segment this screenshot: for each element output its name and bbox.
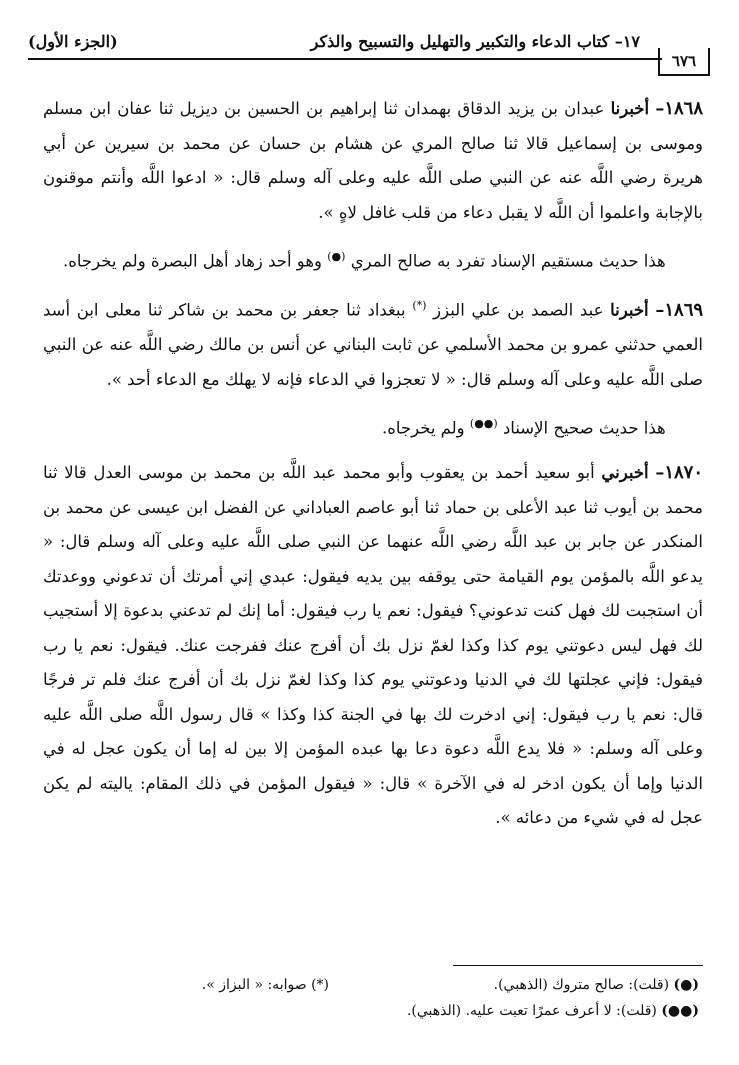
narrator-name: عبد الصمد بن علي البزز [433, 300, 604, 320]
footnote-rule [453, 965, 703, 966]
hadith-text: أبو سعيد أحمد بن يعقوب وأبو محمد عبد اللَّه بن محمد بن موسى العدل قالا ثنا محمد بن أيوب ثنا عبد الأعلى بن حماد ثنا أبو عاصم العباداني عن الفضل ابن عيسى عن محمد بن المنكدر عن جابر بن عبد اللَّه رضي اللَّه عنهما عن النبي صلى اللَّه عليه وعلى آله وسلم قال: « يدعو اللَّه بالمؤمن يوم القيامة حتى يوقفه بين يديه فيقول: عبدي إني أمرتك أن تدعوني ووعدتك أن استجبت لك فهل كنت تدعوني؟ فيقول: نعم يا رب فيقول: أما إنك لم تدعني بدعوة إلا أستجيب لك فهل ليس دعوتني يوم كذا وكذا لغمّ نزل بك أن أفرج عنك ففرجت عنك. فيقول: نعم يا رب فيقول: فإني عجلتها لك في الدنيا ودعوتني يوم كذا وكذا لغمّ نزل بك أن أفرج عنك فلم تر فرجًا قال: نعم يا رب فيقول: إني ادخرت لك بها في الجنة كذا وكذا » قال رسول اللَّه صلى اللَّه عليه وعلى آله وسلم: « فلا يدع اللَّه دعوة دعا بها عبده المؤمن إلا بين له إما أن يكون عجل له في الدنيا وإما أن يكون ادخر له في الآخرة » قال: « فيقول المؤمن في ذلك المقام: ياليته لم يكن عجل له في شيء من دعائه ». [43, 463, 703, 827]
hadith-entry-1870 [43, 456, 703, 836]
page-number: ٦٧٦ [658, 48, 710, 76]
comment-text: هذا حديث صحيح الإسناد [502, 418, 666, 438]
footnotes [49, 972, 699, 1024]
hadith-number: ١٨٦٨– [655, 98, 703, 119]
page-header [28, 30, 710, 70]
hadith-entry-1869 [43, 289, 703, 397]
footnote-text: صوابه: « البزاز ». [201, 977, 307, 993]
narration-lead: أخبرنا [610, 99, 650, 118]
footnote-mark: (●) [673, 977, 699, 993]
hadith-number: ١٨٦٩– [655, 299, 704, 321]
footnote-row [49, 998, 699, 1024]
footnote-row [49, 972, 699, 998]
footnote-mark: (*) [311, 977, 329, 993]
chapter-title: ١٧– كتاب الدعاء والتكبير والتهليل والتسبيح والذكر [310, 32, 640, 51]
footnote-marker: (*) [412, 299, 427, 312]
hadith-text: عبدان بن يزيد الدقاق بهمدان ثنا إبراهيم بن الحسين بن ديزيل ثنا عفان ابن مسلم وموسى بن إسماعيل قالا ثنا صالح المري عن هشام بن حسان عن محمد بن سيرين عن أبي هريرة رضي اللَّه عنه عن النبي صلى اللَّه عليه وعلى آله وسلم قال: « ادعوا اللَّه وأنتم موقنون بالإجابة واعلموا أن اللَّه لا يقبل دعاء من قلب غافل لاهٍ ». [43, 99, 703, 222]
hadith-entry-1868 [43, 92, 703, 230]
authenticity-comment [43, 240, 703, 279]
footnote-marker: (●) [327, 250, 346, 263]
hadith-number: ١٨٧٠– [655, 462, 704, 483]
narration-lead: أخبرنا [610, 300, 649, 320]
footnote-text: (قلت): لا أعرف عمرًا تعبت عليه. (الذهبي). [406, 1003, 657, 1019]
page-body [43, 92, 703, 846]
footnote-item [494, 972, 699, 998]
volume-label: (الجزء الأول) [28, 32, 118, 51]
footnote-mark: (●●) [661, 1003, 699, 1019]
footnote-marker: (●●) [469, 417, 498, 430]
authenticity-comment [43, 407, 703, 446]
narration-lead: أخبرني [601, 463, 649, 482]
footnote-text: (قلت): صالح متروك (الذهبي). [493, 977, 670, 993]
comment-text: ولم يخرجاه. [381, 418, 465, 438]
comment-text: وهو أحد زهاد أهل البصرة ولم يخرجاه. [62, 251, 323, 271]
footnote-item [202, 972, 329, 998]
header-rule [28, 58, 662, 60]
hadith-text: ببغداد ثنا جعفر بن محمد بن شاكر ثنا معلى ابن أسد العمي حدثني عمرو بن محمد الأسلمي عن ثابت البناني عن أنس بن مالك رضي اللَّه عنه عن النبي صلى اللَّه عليه وعلى آله وسلم قال: « لا تعجزوا في الدعاء فإنه لا يهلك مع الدعاء أحد ». [43, 300, 703, 389]
footnote-item [407, 998, 699, 1024]
comment-text: هذا حديث مستقيم الإسناد تفرد به صالح المري [350, 251, 666, 271]
